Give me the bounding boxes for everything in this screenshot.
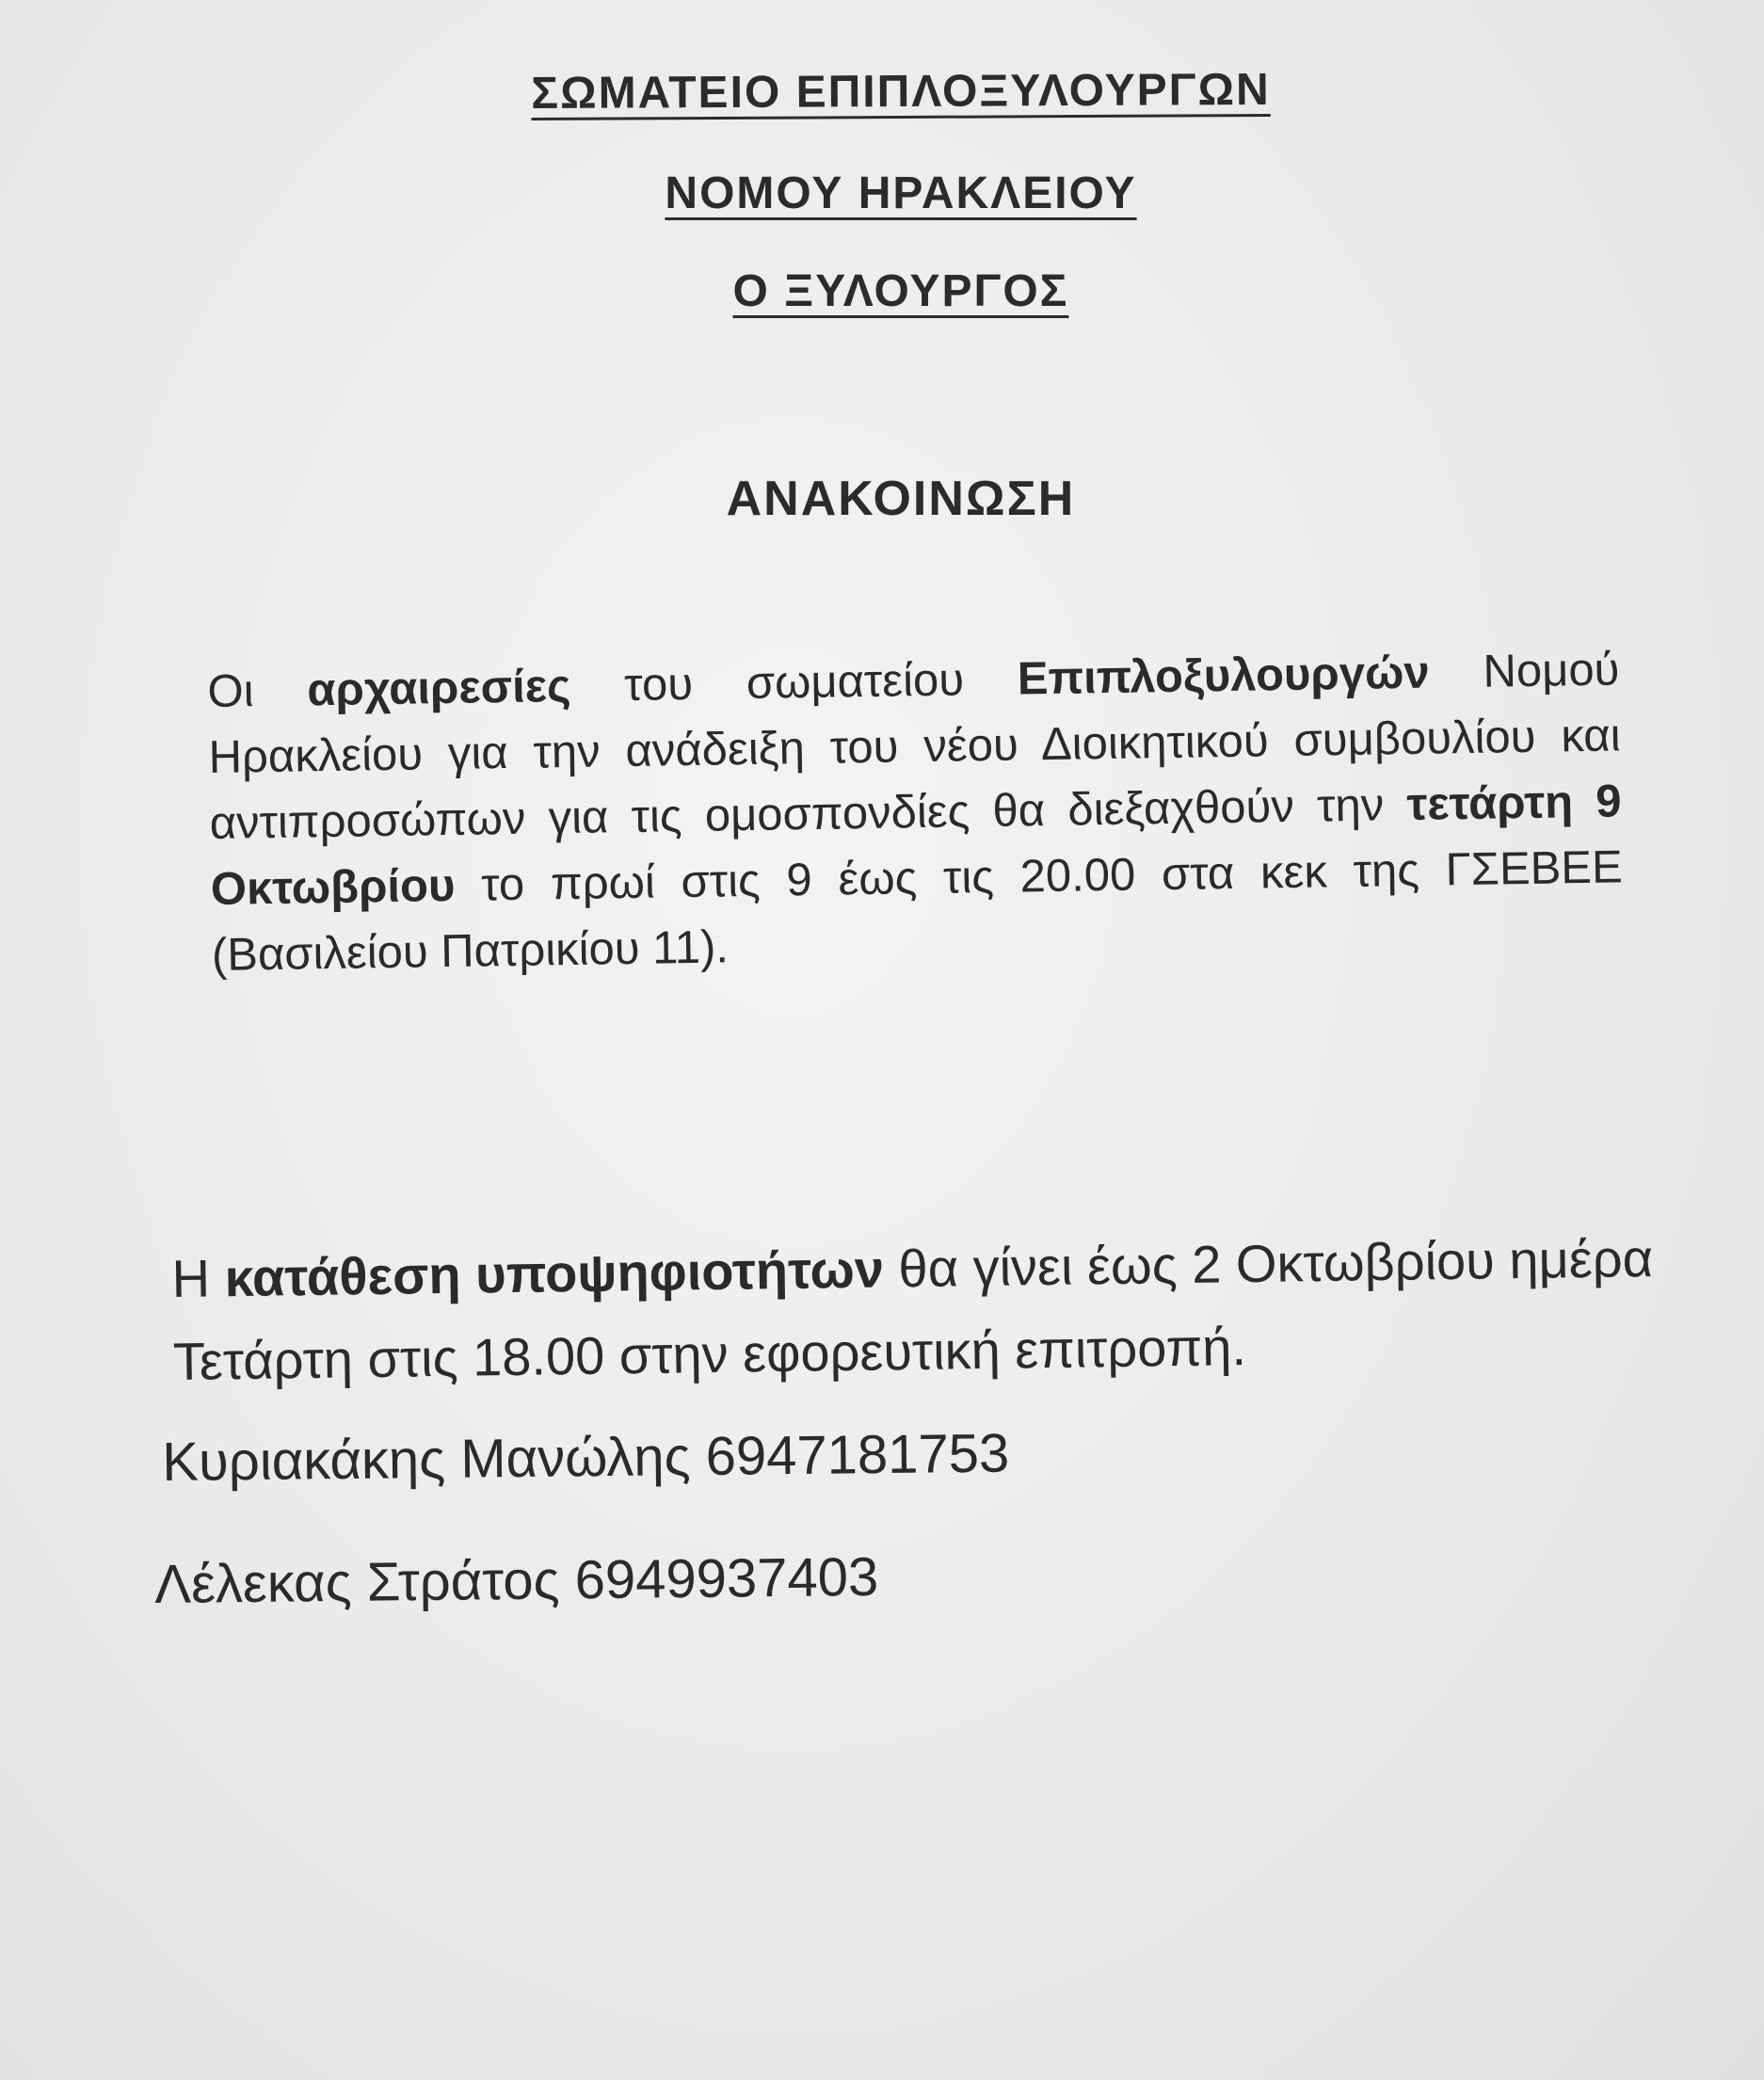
para1-bold-union: Επιπλοξυλουργών [1017,647,1431,705]
para1-text-2: του σωματείου [570,653,1018,712]
contact-line [154,1545,879,1616]
union-title-heading: Ο ΞΥΛΟΥΡΓΟΣ [732,266,1069,316]
candidacy-paragraph [171,1217,1679,1403]
para2-bold-candidacy: κατάθεση υποψηφιοτήτων [224,1239,885,1308]
contact-name: Κυριακάκης Μανώλης [162,1426,691,1493]
para1-text-3: Νομού Ηρακλείου για την ανάδειξη του νέου Διοικητικού συμβουλίου και αντιπροσώπων για τις ομοσπονδίες θα διεξαχθούν την [208,644,1621,849]
para2-text-1: Η [171,1248,226,1308]
prefecture-heading: ΝΟΜΟΥ ΗΡΑΚΛΕΙΟΥ [665,168,1137,218]
para2-text-2: θα γίνει έως 2 Οκτωβρίου ημέρα Τετάρτη στις 18.00 στην εφορευτική επιτροπή. [172,1228,1654,1391]
elections-paragraph [207,636,1624,988]
contact-line [162,1422,1010,1494]
para1-text-4: το πρωί στις 9 έως τις 20.00 στα κεκ της ΓΣΕΒΕΕ (Βασιλείου Πατρικίου 11). [211,841,1624,981]
union-name-heading: ΣΩΜΑΤΕΙΟ ΕΠΙΠΛΟΞΥΛΟΥΡΓΩΝ [531,64,1271,120]
notice-title: ΑΝΑΚΟΙΝΩΣΗ [726,472,1076,526]
para1-text-1: Οι [207,664,308,717]
contact-name: Λέλεκας Στράτος [154,1549,560,1615]
para1-bold-date: τετάρτη 9 Οκτωβρίου [210,776,1622,915]
contact-phone: 6949937403 [574,1545,879,1611]
contact-phone: 6947181753 [705,1422,1010,1487]
para1-bold-elections: αρχαιρεσίες [306,660,571,716]
